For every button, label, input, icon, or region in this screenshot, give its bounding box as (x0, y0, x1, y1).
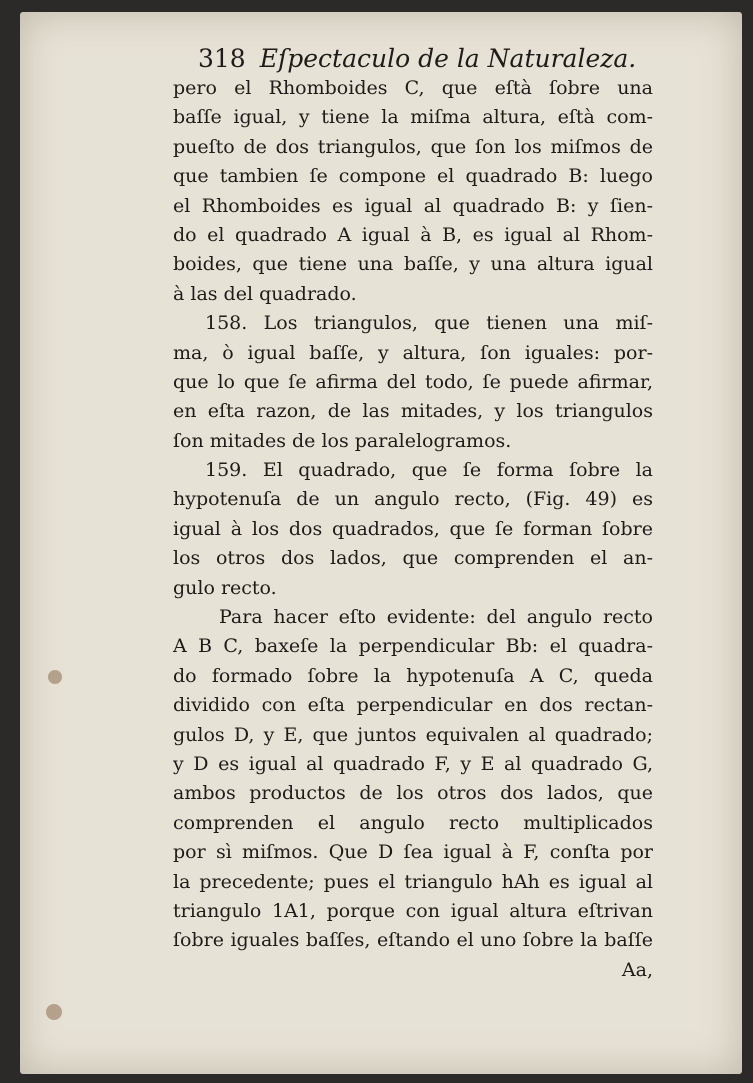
text-line: la precedente; pues el triangulo hAh es igual al (173, 870, 653, 893)
text-line: 159. El quadrado, que ſe forma ſobre la (205, 459, 653, 482)
text-line: ambos productos de los otros dos lados, que (173, 782, 653, 805)
text-line: à las del quadrado. (173, 282, 357, 305)
text-line: por sì miſmos. Que D ſea igual à F, conſta por (173, 841, 653, 864)
text-line: triangulo 1A1, porque con igual altura eſtrivan (173, 899, 653, 922)
running-header (198, 44, 718, 73)
text-line: y D es igual al quadrado F, y E al quadrado G, (173, 752, 653, 775)
text-line: do el quadrado A igual à B, es igual al Rhom- (173, 223, 653, 246)
text-line: baſſe igual, y tiene la miſma altura, eſtà com- (173, 106, 653, 129)
text-line: en eſta razon, de las mitades, y los triangulos (173, 400, 653, 423)
text-line: dividido con eſta perpendicular en dos rectan- (173, 694, 653, 717)
body-text (173, 74, 653, 985)
text-line: ma, ò igual baſſe, y altura, ſon iguales: por- (173, 341, 653, 364)
text-line: los otros dos lados, que comprenden el an- (173, 547, 653, 570)
foxing-spot (46, 1004, 62, 1020)
text-line: igual à los dos quadrados, que ſe forman ſobre (173, 517, 653, 540)
text-line: el Rhomboides es igual al quadrado B: y ſien- (173, 194, 653, 217)
text-line: que lo que ſe afirma del todo, ſe puede afirmar, (173, 370, 653, 393)
text-line: comprenden el angulo recto multiplicados (173, 811, 653, 834)
running-title: Eſpectaculo de la Naturaleza. (259, 44, 637, 73)
text-line: ſon mitades de los paralelogramos. (173, 429, 512, 452)
text-line: ſobre iguales baſſes, eſtando el uno ſobre la baſſe (173, 929, 653, 952)
text-line: 158. Los triangulos, que tienen una miſ- (205, 312, 653, 335)
text-line: gulos D, y E, que juntos equivalen al quadrado; (173, 723, 653, 746)
text-line: do formado ſobre la hypotenuſa A C, queda (173, 664, 653, 687)
text-line: pero el Rhomboides C, que eſtà ſobre una (173, 77, 653, 99)
text-line: A B C, baxeſe la perpendicular Bb: el quadra- (173, 635, 653, 658)
catchword: Aa, (621, 958, 653, 981)
text-line: boides, que tiene una baſſe, y una altura igual (173, 253, 653, 276)
text-line: Para hacer eſto evidente: del angulo recto (219, 606, 653, 629)
text-line: gulo recto. (173, 576, 277, 599)
text-line: hypotenuſa de un angulo recto, (Fig. 49) es (173, 488, 653, 511)
page-number: 318 (198, 44, 246, 73)
text-line: que tambien ſe compone el quadrado B: luego (173, 165, 653, 188)
foxing-spot (48, 670, 62, 684)
text-line: pueſto de dos triangulos, que ſon los miſmos de (173, 135, 653, 158)
